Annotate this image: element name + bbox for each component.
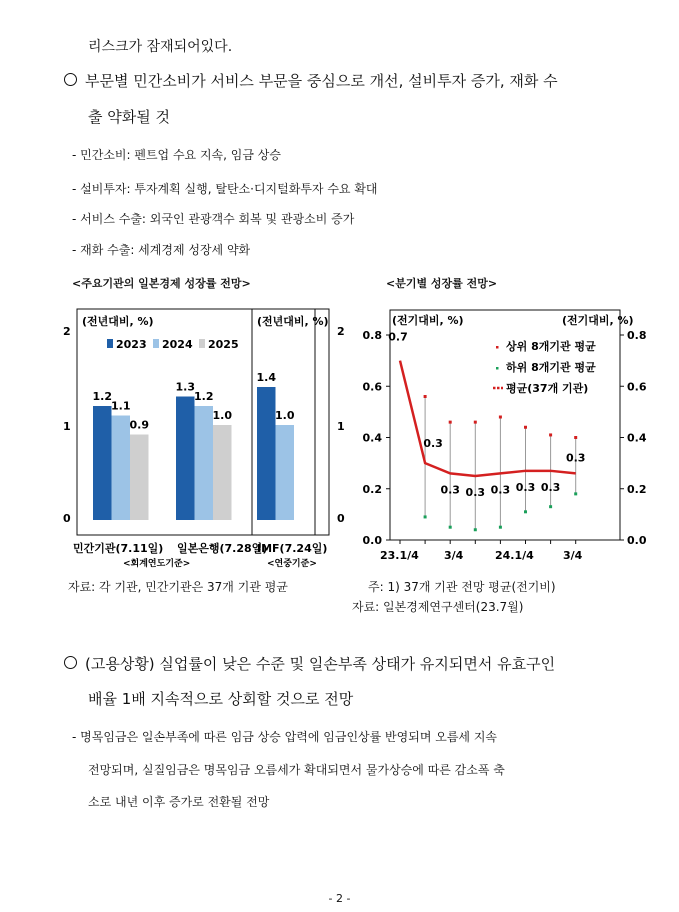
wage-para-line3: 소로 내년 이후 증가로 전환될 전망 [88,795,270,809]
chart2-ytick-right-2: 0.4 [627,431,647,445]
avg-point-label-0: 0.7 [388,330,408,344]
legend-label-2025: 2025 [208,338,239,351]
lower-point-2 [449,526,452,529]
chart1-ytick-right-1: 1 [337,420,345,433]
upper-point-1 [424,395,427,398]
bar-label-2023-2: 1.4 [256,371,276,384]
chart1-category-imf: IMF(7.24일) [257,542,328,555]
chart1-unit-right: (전년대비, %) [257,315,329,328]
chart1-y-ticks-right [337,325,345,525]
chart2-ytick-left-3: 0.6 [362,380,382,394]
upper-point-2 [449,421,452,424]
chart1-ytick-left-1: 1 [63,420,71,433]
legend-label-2023: 2023 [116,338,147,351]
chart2-ytick-right-1: 0.2 [627,482,647,496]
bar-label-2024-2: 1.0 [275,409,295,422]
upper-point-4 [499,416,502,419]
chart2-xtick-3: 3/4 [563,549,583,562]
quarterly-growth-line-chart [352,308,652,572]
lower-point-5 [524,510,527,513]
chart2-ytick-left-4: 0.8 [362,329,382,342]
section2-heading-line2: 배율 1배 지속적으로 상회할 것으로 전망 [88,690,354,708]
chart1-legend [107,338,239,351]
upper-point-5 [524,426,527,429]
bullet-goods-export: - 재화 수출: 세계경제 성장세 약화 [72,243,251,257]
chart2-ytick-right-4: 0.8 [627,329,647,342]
lower-point-1 [424,515,427,518]
bar-label-2025-1: 1.0 [212,409,232,422]
bar-2025-0 [130,435,149,521]
avg-point-label-3: 0.3 [465,485,486,499]
upper-point-3 [474,421,477,424]
bar-label-2025-0: 0.9 [129,418,149,432]
bar-2023-1 [176,397,195,521]
chart2-ytick-left-1: 0.2 [362,482,382,496]
legend-label-avg: 평균(37개 기관) [506,382,589,395]
growth-forecast-bar-chart [55,308,355,572]
bar-2024-1 [195,406,214,520]
chart1-sublabel-calendar: <연중기준> [267,559,317,569]
bullet-service-export: - 서비스 수출: 외국인 관광객수 회복 및 관광소비 증가 [72,212,355,226]
avg-point-label-2: 0.3 [440,483,460,497]
avg-point-label-6: 0.3 [540,480,561,494]
avg-growth-line [400,361,576,476]
upper-point-7 [574,436,577,439]
circle-bullet-icon [64,656,77,669]
section1-heading-line1: 부문별 민간소비가 서비스 부문을 중심으로 개선, 설비투자 증가, 재화 수 [85,72,558,90]
chart1-unit-left: (전년대비, %) [82,315,154,328]
intro-line: 리스크가 잠재되어있다. [88,39,233,55]
chart1-ytick-left-0: 0 [63,512,71,525]
bar-label-2024-1: 1.2 [194,390,214,403]
chart1-category-boj: 일본은행(7.28일) [177,542,268,555]
wage-para-line1: - 명목임금은 일손부족에 따른 임금 상승 압력에 임금인상률 반영되며 오름세 지속 [72,730,498,744]
section1-heading-line2: 출 약화될 것 [88,108,170,126]
legend-swatch-2023 [107,339,113,348]
bullet-investment: - 설비투자: 투자계획 실행, 탈탄소·디지털화투자 수요 확대 [72,182,378,196]
avg-point-label-4: 0.3 [490,483,511,497]
chart2-ytick-left-0: 0.0 [362,534,382,547]
bullet-consumption: - 민간소비: 펜트업 수요 지속, 임금 상승 [72,148,281,162]
chart2-xtick-2: 24.1/4 [495,549,534,562]
chart1-ytick-left-2: 2 [63,325,71,338]
chart2-xtick-1: 3/4 [444,549,464,562]
circle-bullet-icon [64,73,77,86]
note-chart2: 주: 1) 37개 기관 전망 평균(전기비) [368,580,556,594]
legend-label-2024: 2024 [162,338,193,351]
bar-2023-2 [257,387,276,520]
avg-point-label-1: 0.3 [423,437,443,451]
upper-point-6 [549,433,552,436]
chart2-ytick-left-2: 0.4 [362,431,382,445]
chart1-sublabel-fiscal: <회계연도기준> [123,559,191,569]
chart2-unit-left: (전기대비, %) [392,314,464,327]
bar-label-2023-1: 1.3 [175,380,195,394]
avg-point-label-5: 0.3 [515,480,536,494]
bar-2024-2 [276,425,295,520]
chart1-ytick-right-0: 0 [337,512,345,525]
legend-label-lower: 하위 8개기관 평균 [506,361,596,374]
chart2-ytick-right-3: 0.6 [627,380,647,394]
chart1-category-private: 민간기관(7.11일) [73,542,164,555]
avg-point-label-7: 0.3 [565,451,586,465]
chart1-y-ticks-left [63,325,71,525]
legend-swatch-2024 [153,339,159,348]
legend-swatch-2025 [199,339,205,348]
lower-point-7 [574,492,577,495]
page-number: - 2 - [328,892,351,905]
legend-marker-lower [496,367,499,370]
legend-marker-upper [496,346,499,349]
chart2-unit-right: (전기대비, %) [562,314,634,327]
section2-heading [64,653,555,674]
bar-label-2024-0: 1.1 [111,399,131,413]
chart2-xtick-0: 23.1/4 [380,549,419,562]
lower-point-4 [499,526,502,529]
bar-2023-0 [93,406,112,520]
chart2-ytick-right-0: 0.0 [627,534,647,547]
chart2-caption: <분기별 성장률 전망> [386,277,498,290]
source-chart2: 자료: 일본경제연구센터(23.7월) [352,600,524,614]
lower-point-6 [549,505,552,508]
bar-2024-0 [112,416,131,521]
legend-label-upper: 상위 8개기관 평균 [506,340,596,353]
lower-point-3 [474,528,477,531]
bar-label-2023-0: 1.2 [92,390,112,403]
chart1-caption: <주요기관의 일본경제 성장률 전망> [72,277,251,290]
chart1-ytick-right-2: 2 [337,325,345,338]
chart2-legend [493,339,596,395]
section2-heading-line1: (고용상황) 실업률이 낮은 수준 및 일손부족 상태가 유지되면서 유효구인 [85,655,556,673]
wage-para-line2: 전망되며, 실질임금은 명목임금 오름세가 확대되면서 물가상승에 따른 감소폭 축 [88,763,505,777]
bar-2025-1 [213,425,232,520]
source-chart1: 자료: 각 기관, 민간기관은 37개 기관 평균 [68,580,288,594]
section1-heading [64,70,558,91]
